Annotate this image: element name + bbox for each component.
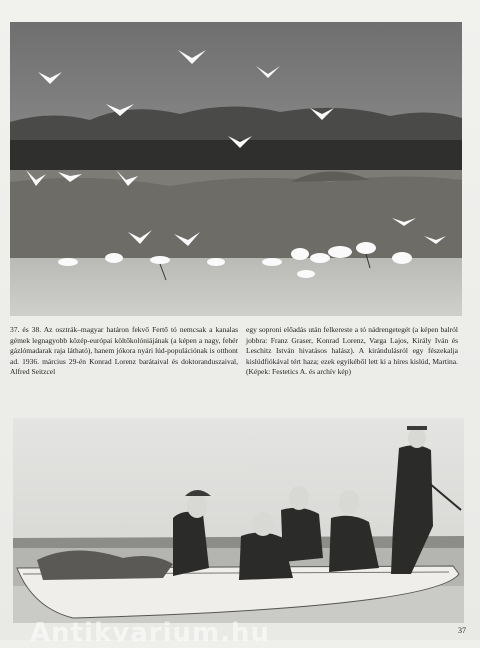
- spoonbill-flock-photo: [10, 22, 462, 316]
- watermark: Antikvarium.hu: [30, 618, 270, 648]
- boat-group-photo: [13, 418, 464, 623]
- page-number: 37: [458, 626, 466, 635]
- caption-left: 37. és 38. Az osztrák–magyar határon fekvő Fertő tó nemcsak a kanalas gémek legnagyobb közép-európai költőkolóniájának (a képen a nagy, fehér gázlómadarak raja látható), hanem jókora nyári lúd-populációnak is otthont ad. 1936. március 29-én Konrad Lorenz barátaival és doktoranduszaival, Alfred Seitzcel: [10, 325, 238, 377]
- caption-right: egy soproni előadás után felkereste a tó nádrengetegét (a képen balról jobbra: Franz Graser, Konrad Lorenz, Varga Lajos, Király Iván és Leschitz István hivatásos halász). A kirándulásról egy fészekalja kislúdfiókával tért haza; ezek egyikéből lett ki a híres kislúd, Martina. (Képek: Festetics A. és archív kép): [246, 325, 458, 377]
